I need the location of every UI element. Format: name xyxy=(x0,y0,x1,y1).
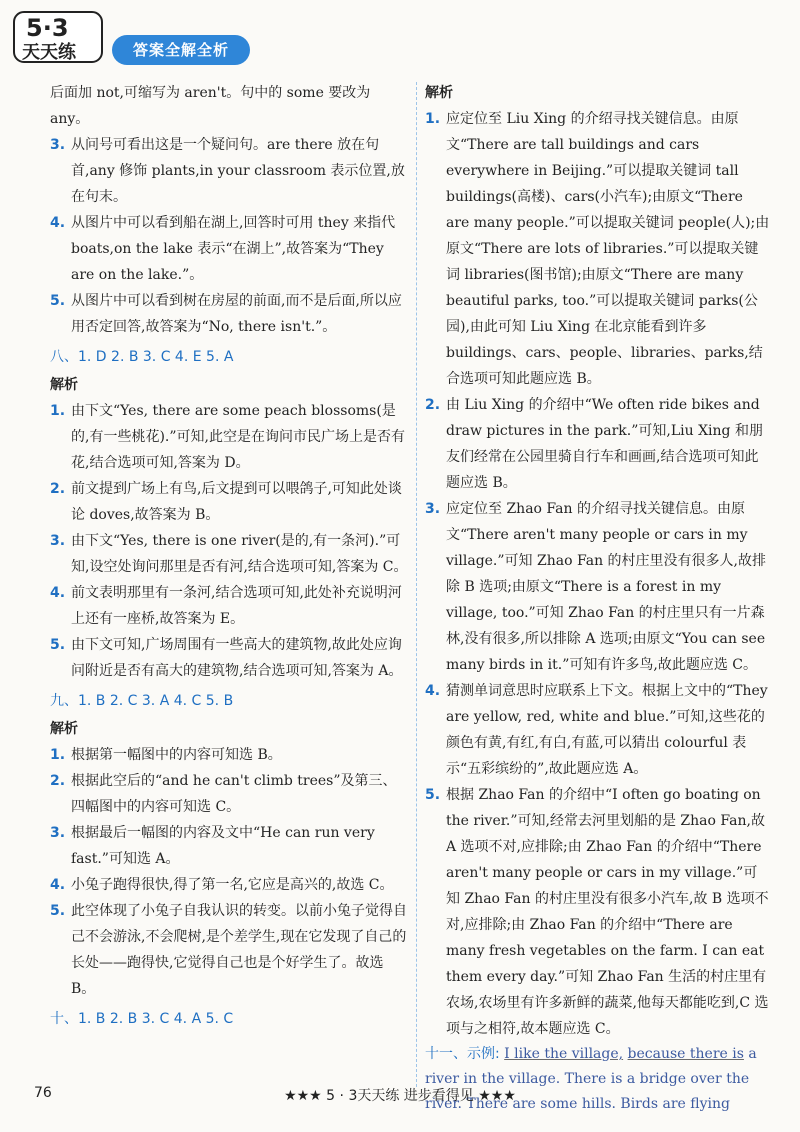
list-item: 2. 由 Liu Xing 的介绍中“We often ride bikes and draw pictures in the park.”可知,Liu Xing 和朋友们经常在公园里骑自行车和画画,结合选项可知此题应选 B。 xyxy=(425,397,763,491)
list-item: 2. 前文提到广场上有鸟,后文提到可以喂鸽子,可知此处谈论 doves,故答案为 B。 xyxy=(50,481,402,523)
list-item: 4. 前文表明那里有一条河,结合选项可知,此处补充说明河上还有一座桥,故答案为 E。 xyxy=(50,585,402,627)
answer-line-10: 十、1. B 2. B 3. C 4. A 5. C xyxy=(50,1011,234,1027)
header-badge: 答案全解全析 xyxy=(112,35,250,65)
list-item: 3. 根据最后一幅图的内容及文中“He can run very fast.”可知选 A。 xyxy=(50,825,375,867)
analysis-heading: 解析 xyxy=(425,85,453,101)
answer-line-9: 九、1. B 2. C 3. A 4. C 5. B xyxy=(50,693,234,709)
svg-text:天天练: 天天练 xyxy=(22,42,76,63)
section-11-label: 十一、 xyxy=(425,1046,467,1062)
continuation-text: 后面加 not,可缩写为 aren't。句中的 some 要改为 any。 xyxy=(50,85,371,127)
list-item: 3. 由下文“Yes, there is one river(是的,有一条河).”可知,设空处询问那里是否有河,结合选项可知,答案为 C。 xyxy=(50,533,408,575)
analysis-heading: 解析 xyxy=(50,377,78,393)
right-column xyxy=(425,80,770,1117)
list-item: 1. 应定位至 Liu Xing 的介绍寻找关键信息。由原文“There are tall buildings and cars everywhere in Beijing.”可以提取关键词 tall buildings(高楼)、cars(小汽车);由原文“There are many people.”可以提取关键词 people(人);由原文“There are lots of libraries.”可以提取关键词 libraries(图书馆);由原文“There are many beautiful parks, too.”可以提取关键词 parks(公园),由此可知 Liu Xing 在北京能看到许多 buildings、cars、people、libraries、parks,结合选项可知此题应选 B。 xyxy=(425,111,770,387)
column-divider xyxy=(416,82,417,1087)
list-item: 4. 猜测单词意思时应联系上下文。根据上文中的“They are yellow, red, white and blue.”可知,这些花的颜色有黄,有红,有白,有蓝,可以猜出 colourful 表示“五彩缤纷的”,故此题应选 A。 xyxy=(425,683,768,777)
list-item: 1. 由下文“Yes, there are some peach blossoms(是的,有一些桃花).”可知,此空是在询问市民广场上是否有花,结合选项可知,答案为 D。 xyxy=(50,403,405,471)
handwritten-text: a river in the village. There is a bridge over the river. There are some hills. Birds are flying xyxy=(425,1046,757,1112)
analysis-heading: 解析 xyxy=(50,721,78,737)
handwritten-text: I like the village, xyxy=(504,1046,624,1062)
list-item: 4. 小兔子跑得很快,得了第一名,它应是高兴的,故选 C。 xyxy=(50,877,394,893)
svg-text:5·3: 5·3 xyxy=(26,14,69,42)
footer-slogan: ★★★ 5 · 3天天练 进步看得见 ★★★ xyxy=(284,1088,516,1104)
page-number: 76 xyxy=(34,1085,52,1101)
logo-53-icon xyxy=(12,8,107,66)
example-label: 示例: xyxy=(467,1046,500,1062)
list-item: 2. 根据此空后的“and he can't climb trees”及第三、四幅图中的内容可知选 C。 xyxy=(50,773,397,815)
list-item: 1. 根据第一幅图中的内容可知选 B。 xyxy=(50,747,282,763)
list-item: 3. 应定位至 Zhao Fan 的介绍寻找关键信息。由原文“There aren't many people or cars in my village.”可知 Zhao Fan 的村庄里没有很多人,故排除 B 选项;由原文“There is a forest in my village, too.”可知 Zhao Fan 的村庄里只有一片森林,没有很多,所以排除 A 选项;由原文“You can see many birds in it.”可知有许多鸟,故此题应选 C。 xyxy=(425,501,766,673)
writing-sample xyxy=(425,1042,770,1117)
list-item: 5. 根据 Zhao Fan 的介绍中“I often go boating on the river.”可知,经常去河里划船的是 Zhao Fan,故 A 选项不对,应排除;由 Zhao Fan 的介绍中“There aren't many people or cars in my village.”可知 Zhao Fan 的村庄里没有很多小汽车,故 B 选项不对,应排除;由 Zhao Fan 的介绍中“There are many fresh vegetables on the farm. I can eat them every day.”可知 Zhao Fan 生活的村庄里有农场,农场里有许多新鲜的蔬菜,他每天都能吃到,C 选项与之相符,故本题应选 C。 xyxy=(425,787,769,1037)
left-column xyxy=(50,80,410,1034)
list-item: 3. 从问号可看出这是一个疑问句。are there 放在句首,any 修饰 plants,in your classroom 表示位置,放在句末。 xyxy=(50,137,405,205)
list-item: 5. 由下文可知,广场周围有一些高大的建筑物,故此处应询问附近是否有高大的建筑物,结合选项可知,答案为 A。 xyxy=(50,637,403,679)
answer-line-8: 八、1. D 2. B 3. C 4. E 5. A xyxy=(50,349,234,365)
handwritten-text: because there is xyxy=(627,1046,744,1062)
list-item: 5. 此空体现了小兔子自我认识的转变。以前小兔子觉得自己不会游泳,不会爬树,是个差学生,现在它发现了自己的长处——跑得快,它觉得自己也是个好学生了。故选 B。 xyxy=(50,903,407,997)
list-item: 5. 从图片中可以看到树在房屋的前面,而不是后面,所以应用否定回答,故答案为“No, there isn't.”。 xyxy=(50,293,402,335)
list-item: 4. 从图片中可以看到船在湖上,回答时可用 they 来指代 boats,on the lake 表示“在湖上”,故答案为“They are on the lake.”。 xyxy=(50,215,396,283)
